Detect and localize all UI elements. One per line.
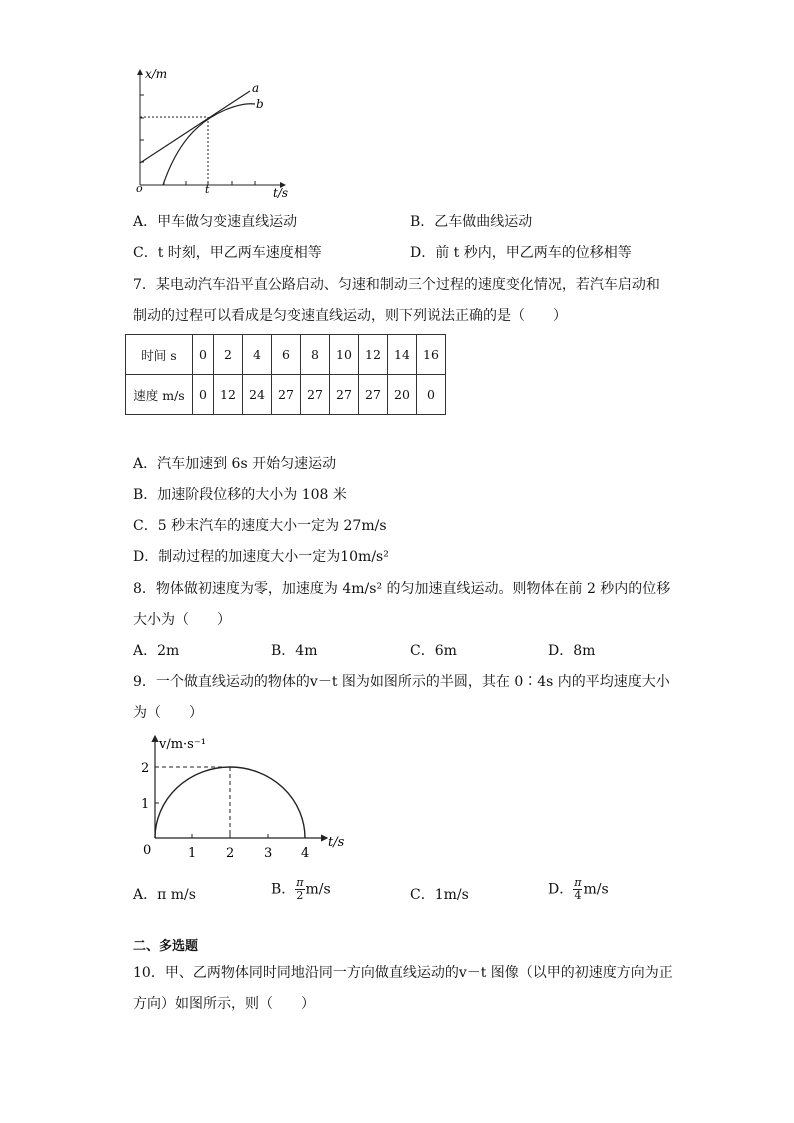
fraction-numerator: π	[574, 876, 582, 889]
q7-option-d: D．制动过程的加速度大小一定为10m/s²	[133, 549, 389, 565]
table-cell: 27	[301, 375, 330, 415]
q6-option-c: C．t 时刻，甲乙两车速度相等	[133, 245, 322, 261]
q9-origin-label: 0	[143, 843, 152, 858]
q7-time-row	[126, 335, 446, 375]
q6-xt-graph	[125, 62, 300, 200]
q8-stem-line1: 8．物体做初速度为零，加速度为 4m/s² 的匀加速直线运动。则物体在前 2 秒内的位移	[133, 581, 671, 597]
q6-x-label: t/s	[273, 186, 289, 200]
q7-time-header: 时间 s	[126, 335, 193, 375]
table-cell: 0	[193, 375, 214, 415]
q8-option-a: A．2m	[133, 643, 180, 659]
q7-stem-line2: 制动的过程可以看成是匀变速直线运动，则下列说法正确的是（ ）	[133, 308, 567, 324]
table-cell: 12	[359, 335, 388, 375]
q6-option-b: B．乙车做曲线运动	[410, 214, 533, 230]
table-cell: 2	[214, 335, 243, 375]
q9-y-tick-label: 1	[141, 797, 150, 812]
q8-option-d: D．8m	[548, 643, 596, 659]
table-cell: 14	[388, 335, 417, 375]
table-cell: 16	[417, 335, 446, 375]
table-cell: 8	[301, 335, 330, 375]
section-2-title: 二、多选题	[133, 939, 199, 954]
q9-stem-line1: 9．一个做直线运动的物体的v－t 图为如图所示的半圆，其在 0∶4s 内的平均速度大小	[133, 674, 670, 690]
q6-option-d: D．前 t 秒内，甲乙两车的位移相等	[410, 245, 632, 261]
table-cell: 24	[243, 375, 272, 415]
table-cell: 0	[193, 335, 214, 375]
q9-x-label: t/s	[328, 835, 345, 850]
q9-option-d	[548, 877, 609, 902]
table-cell: 0	[417, 375, 446, 415]
q9-option-d-prefix: D．	[548, 881, 574, 898]
q9-y-label: v/m·s⁻¹	[159, 737, 206, 752]
q9-option-b-prefix: B．	[271, 881, 296, 898]
q6-x-ticks	[164, 181, 255, 185]
table-cell: 4	[243, 335, 272, 375]
q6-curve-a-label: a	[252, 81, 260, 95]
q6-curve-b	[163, 104, 255, 185]
q9-stem-line2: 为（ ）	[133, 705, 203, 721]
table-cell: 27	[272, 375, 301, 415]
q9-x-tick-label: 4	[301, 846, 310, 861]
q9-y-ticks	[155, 767, 159, 803]
table-cell: 27	[359, 375, 388, 415]
q6-line-a	[140, 91, 250, 163]
q6-y-label: x/m	[145, 67, 168, 81]
q9-vt-graph	[135, 730, 350, 865]
q7-option-a: A．汽车加速到 6s 开始匀速运动	[133, 456, 337, 472]
q8-option-c: C．6m	[410, 643, 457, 659]
q9-option-b-unit: m/s	[305, 881, 331, 898]
q9-option-d-fraction	[573, 877, 582, 902]
q9-option-b-fraction	[295, 877, 304, 902]
q6-curve-b-label: b	[256, 97, 264, 111]
q6-t-label: t	[205, 183, 210, 196]
q6-origin-label: o	[136, 182, 143, 195]
fraction-numerator: π	[296, 876, 304, 889]
q7-data-table	[125, 334, 446, 415]
q8-stem-line2: 大小为（ ）	[133, 612, 231, 628]
q6-option-a: A．甲车做匀变速直线运动	[133, 214, 298, 230]
q9-option-d-unit: m/s	[583, 881, 609, 898]
q10-stem-line1: 10．甲、乙两物体同时同地沿同一方向做直线运动的v－t 图像（以甲的初速度方向为正	[133, 965, 673, 981]
q9-option-b	[271, 877, 331, 902]
table-cell: 27	[330, 375, 359, 415]
table-cell: 12	[214, 375, 243, 415]
q7-speed-header: 速度 m/s	[126, 375, 193, 415]
q10-stem-line2: 方向）如图所示，则（ ）	[133, 996, 315, 1012]
table-cell: 6	[272, 335, 301, 375]
q9-x-tick-label: 3	[264, 846, 273, 861]
q8-option-b: B．4m	[271, 643, 318, 659]
table-cell: 10	[330, 335, 359, 375]
fraction-denominator: 4	[574, 889, 582, 902]
q7-option-b: B．加速阶段位移的大小为 108 米	[133, 487, 347, 503]
q7-stem-line1: 7．某电动汽车沿平直公路启动、匀速和制动三个过程的速度变化情况，若汽车启动和	[133, 277, 660, 293]
q9-y-tick-label: 2	[141, 761, 150, 776]
q6-y-ticks	[140, 95, 144, 162]
q9-option-c: C．1m/s	[410, 887, 469, 903]
q9-x-tick-label: 2	[226, 846, 235, 861]
table-cell: 20	[388, 375, 417, 415]
fraction-denominator: 2	[296, 889, 304, 902]
q7-speed-row	[126, 375, 446, 415]
q9-option-a: A．π m/s	[133, 887, 196, 903]
q9-x-tick-label: 1	[188, 846, 197, 861]
q7-option-c: C．5 秒末汽车的速度大小一定为 27m/s	[133, 518, 387, 534]
